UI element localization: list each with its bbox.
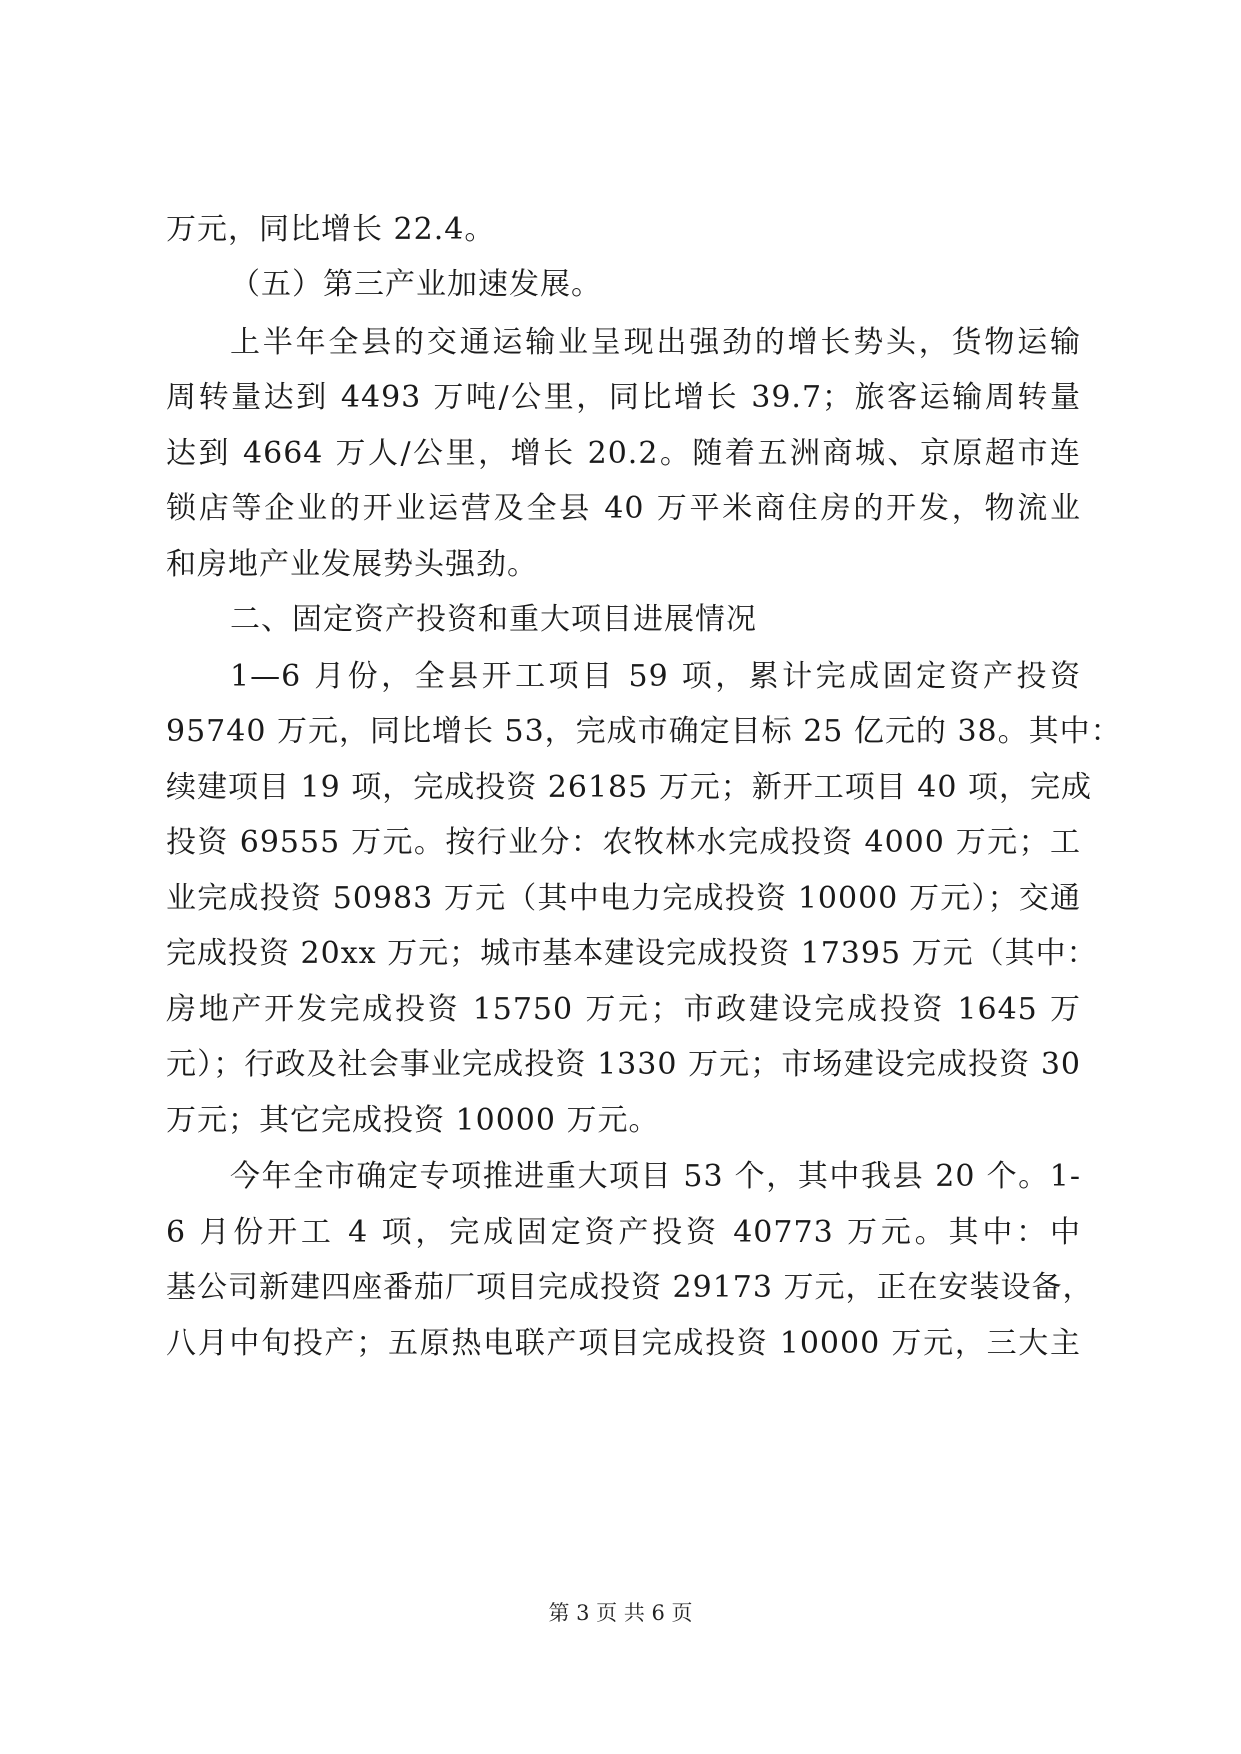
text-line: 续建项目 19 项，完成投资 26185 万元；新开工项目 40 项，完成 bbox=[166, 770, 1092, 805]
text-line: 万元；其它完成投资 10000 万元。 bbox=[166, 1103, 660, 1138]
text-line: 基公司新建四座番茄厂项目完成投资 29173 万元，正在安装设备， bbox=[166, 1270, 1094, 1305]
text-line: 元）；行政及社会事业完成投资 1330 万元；市场建设完成投资 30 bbox=[166, 1047, 1081, 1082]
text-line: 周转量达到 4493 万吨/公里，同比增长 39.7；旅客运输周转量 bbox=[166, 380, 1081, 415]
text-line: 达到 4664 万人/公里，增长 20.2。随着五洲商城、京原超市连 bbox=[166, 436, 1081, 471]
text-line: 投资 69555 万元。按行业分：农牧林水完成投资 4000 万元；工 bbox=[166, 825, 1081, 860]
page-number-footer: 第 3 页 共 6 页 bbox=[548, 1601, 693, 1625]
section-heading: 二、固定资产投资和重大项目进展情况 bbox=[230, 602, 757, 637]
text-line: 万元，同比增长 22.4。 bbox=[166, 212, 496, 247]
text-line: 八月中旬投产；五原热电联产项目完成投资 10000 万元，三大主 bbox=[166, 1326, 1081, 1361]
text-line: 今年全市确定专项推进重大项目 53 个，其中我县 20 个。1- bbox=[230, 1159, 1081, 1194]
section-heading: （五）第三产业加速发展。 bbox=[230, 267, 602, 302]
text-line: 95740 万元，同比增长 53，完成市确定目标 25 亿元的 38。其中： bbox=[166, 714, 1122, 749]
text-line: 锁店等企业的开业运营及全县 40 万平米商住房的开发，物流业 bbox=[166, 491, 1081, 526]
text-line: 业完成投资 50983 万元（其中电力完成投资 10000 万元）；交通 bbox=[166, 881, 1081, 916]
text-line: 1—6 月份，全县开工项目 59 项，累计完成固定资产投资 bbox=[230, 659, 1081, 694]
text-line: 6 月份开工 4 项，完成固定资产投资 40773 万元。其中：中 bbox=[166, 1215, 1081, 1250]
text-line: 完成投资 20xx 万元；城市基本建设完成投资 17395 万元（其中： bbox=[166, 936, 1098, 971]
text-line: 和房地产业发展势头强劲。 bbox=[166, 547, 538, 582]
text-line: 上半年全县的交通运输业呈现出强劲的增长势头，货物运输 bbox=[230, 325, 1081, 360]
text-line: 房地产开发完成投资 15750 万元；市政建设完成投资 1645 万 bbox=[166, 992, 1081, 1027]
